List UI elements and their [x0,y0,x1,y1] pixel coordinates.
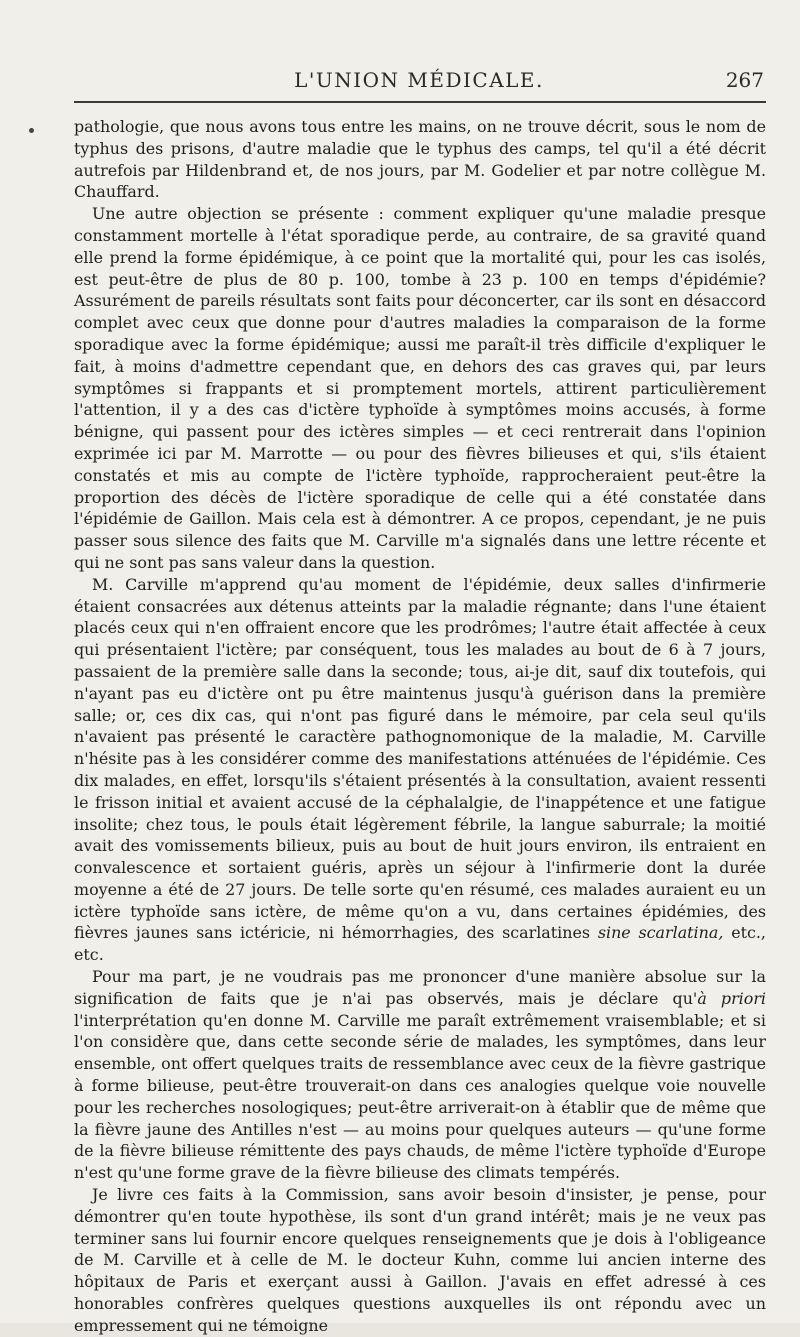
header-rule [74,101,766,103]
italic-phrase: sine scarlatina, [597,923,724,943]
paragraph-carville [74,574,766,966]
paragraph-text: M. Carville m'apprend qu'au moment de l'épidémie, deux salles d'infirmerie étaient consacrées aux détenus atteints par la maladie régnante; dans l'une étaient placés ceux qui n'en offraient encore que les prodrômes; l'autre était affectée à ceux qui présentaient l'ictère; par conséquent, tous les malades au bout de 6 à 7 jours, passaient de la première salle dans la seconde; tous, ai-je dit, sauf dix toutefois, qui n'ayant pas eu d'ictère ont pu être maintenus jusqu'à guérison dans la première salle; or, ces dix cas, qui n'ont pas figuré dans le mémoire, par cela seul qu'ils n'avaient pas présenté le caractère pathognomonique de la maladie, M. Carville n'hésite pas à les considérer comme des manifestations atténuées de l'épidémie. Ces dix malades, en effet, lorsqu'ils s'étaient présentés à la consultation, avaient ressenti le frisson initial et avaient accusé de la céphalalgie, de l'inappétence et une fatigue insolite; chez tous, le pouls était légèrement fébrile, la langue saburrale; la moitié avait des vomissements bilieux, puis au bout de huit jours environ, ils entraient en convalescence et sortaient guéris, après un séjour à l'infirmerie dont la durée moyenne a été de 27 jours. De telle sorte qu'en résumé, ces malades auraient eu un ictère typhoïde sans ictère, de même qu'on a vu, dans certaines épidémies, des fièvres jaunes sans ictéricie, ni hémorrhagies, des scarlatines [74,574,766,943]
margin-mark [29,128,34,133]
paragraph-text: Pour ma part, je ne voudrais pas me prononcer d'une manière absolue sur la signification de faits que je n'ai pas observés, mais je déclare qu' [74,967,766,1008]
article-body [74,116,766,1337]
journal-title: L'UNION MÉDICALE. [294,68,544,92]
paragraph-text: pathologie, que nous avons tous entre les mains, on ne trouve décrit, sous le nom de typhus des prisons, d'autre maladie que le typhus des camps, tel qu'il a été décrit autrefois par Hildenbrand et, de nos jours, par M. Godelier et par notre collègue M. Chauffard. [74,117,766,202]
paragraph-commission [74,1184,766,1337]
page-number: 267 [725,68,764,92]
paragraph-opinion [74,966,766,1184]
paragraph-objection [74,203,766,574]
running-header [74,68,764,100]
paragraph-text-end: l'interprétation qu'en donne M. Carville me paraît extrêmement vraisemblable; et si l'on considère que, dans cette seconde série de malades, les symptômes, dans leur ensemble, ont offert quelques traits de ressemblance avec ceux de la fièvre gastrique à forme bilieuse, peut-être trouverait-on dans ces analogies quelque voie nouvelle pour les recherches nosologiques; peut-être arriverait-on à établir que de même que la fièvre jaune des Antilles n'est — au moins pour quelques auteurs — qu'une forme de la fièvre bilieuse rémittente des pays chauds, de même l'ictère typhoïde d'Europe n'est qu'une forme grave de la fièvre bilieuse des climats tempérés. [74,1010,766,1183]
paragraph-text-end: etc., etc. [74,923,766,965]
paragraph-text: Je livre ces faits à la Commission, sans avoir besoin d'insister, je pense, pour démontrer qu'en toute hypothèse, ils sont d'un grand intérêt; mais je ne veux pas terminer sans lui fournir encore quelques renseignements que je dois à l'obligeance de M. Carville et à celle de M. le docteur Kuhn, comme lui ancien interne des hôpitaux de Paris et exerçant aussi à Gaillon. J'avais en effet adressé à ces honorables confrères quelques questions auxquelles ils ont répondu avec un empressement qui ne témoigne [74,1185,766,1335]
paragraph-continued [74,116,766,203]
italic-phrase: à priori [697,988,766,1008]
paragraph-text: Une autre objection se présente : comment expliquer qu'une maladie presque constamment mortelle à l'état sporadique perde, au contraire, de sa gravité quand elle prend la forme épidémique, à ce point que la mortalité qui, pour les cas isolés, est peut-être de plus de 80 p. 100, tombe à 23 p. 100 en temps d'épidémie? Assurément de pareils résultats sont faits pour déconcerter, car ils sont en désaccord complet avec ceux que donne pour d'autres maladies la comparaison de la forme sporadique avec la forme épidémique; aussi me paraît-il très difficile d'expliquer le fait, à moins d'admettre cependant que, en dehors des cas graves qui, par leurs symptômes si frappants et si promptement mortels, attirent particulièrement l'attention, il y a des cas d'ictère typhoïde à symptômes moins accusés, à forme bénigne, qui passent pour des ictères simples — et ceci rentrerait dans l'opinion exprimée ici par M. Marrotte — ou pour des fièvres bilieuses et qui, s'ils étaient constatés et mis au compte de l'ictère typhoïde, rapprocheraient peut-être la proportion des décès de l'ictère sporadique de celle qui a été constatée dans l'épidémie de Gaillon. Mais cela est à démontrer. A ce propos, cependant, je ne puis passer sous silence des faits que M. Carville m'a signalés dans une lettre récente et qui ne sont pas sans valeur dans la question. [74,204,766,572]
